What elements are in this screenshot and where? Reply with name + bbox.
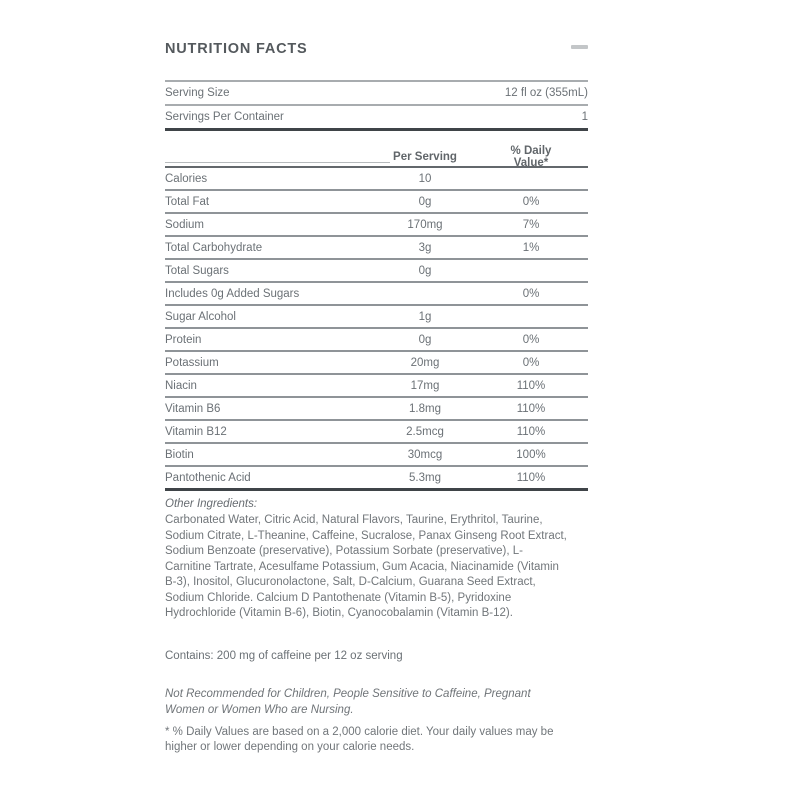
nutrient-dv: 110% (516, 471, 546, 484)
daily-value-footnote: * % Daily Values are based on a 2,000 calorie diet. Your daily values may be higher or lower depending on your calorie needs. (165, 725, 554, 753)
nutrient-dv: 110% (516, 379, 546, 392)
serving-size-row (165, 82, 588, 106)
nutrient-amount: 3g (418, 241, 432, 254)
nutrient-dv: 0% (522, 356, 540, 369)
nutrient-amount: 170mg (407, 218, 443, 231)
servings-per-container-value: 1 (581, 111, 588, 123)
nutrient-amount: 1g (418, 310, 432, 323)
table-row-total-sugars (165, 260, 588, 283)
table-row-sodium (165, 214, 588, 237)
other-ingredients-heading: Other Ingredients: (165, 498, 258, 510)
ingredients-list: Carbonated Water, Citric Acid, Natural Flavors, Taurine, Erythritol, Taurine, Sodium Citrate, L-Theanine, Caffeine, Sucralose, Panax Ginseng Root Extract, Sodium Benzoate (preservative), Potassium Sorbate (preservative), L-Carnitine Tartrate, Acesulfame Potassium, Gum Acacia, Niacinamide (Vitamin B-3), Inositol, Glucuronolactone, Salt, D-Calcium, Guarana Seed Extract, Sodium Chloride. Calcium D Pantothenate (Vitamin B-5), Pyridoxine Hydrochloride (Vitamin B-6), Biotin, Cyanocobalamin (Vitamin B-12). (165, 514, 567, 619)
nutrient-name: Vitamin B6 (165, 402, 221, 415)
nutrient-dv: 1% (522, 241, 540, 254)
nutrient-dv: 110% (516, 425, 546, 438)
table-row-vitamin-b12 (165, 421, 588, 444)
table-row-total-carbohydrate (165, 237, 588, 260)
nutrient-name: Includes 0g Added Sugars (165, 287, 300, 300)
servings-per-container-row (165, 106, 588, 131)
nutrient-name: Potassium (165, 356, 219, 369)
table-row-total-fat (165, 191, 588, 214)
nutrient-name: Total Sugars (165, 264, 229, 277)
daily-value-column-header: % Daily Value* (510, 145, 552, 169)
nutrient-table (165, 145, 588, 491)
nutrient-name: Pantothenic Acid (165, 471, 251, 484)
nutrient-name: Niacin (165, 379, 197, 392)
corner-smudge-icon (571, 45, 588, 49)
nutrient-amount: 30mcg (407, 448, 443, 461)
serving-size-value: 12 fl oz (355mL) (504, 87, 588, 99)
nutrient-name: Total Carbohydrate (165, 241, 263, 254)
table-row-calories (165, 168, 588, 191)
nutrient-amount: 2.5mcg (406, 425, 444, 438)
servings-per-container-label: Servings Per Container (165, 111, 284, 123)
nutrient-amount: 20mg (410, 356, 440, 369)
page-title: NUTRITION FACTS (165, 41, 308, 57)
nutrient-amount: 17mg (410, 379, 440, 392)
header-left-underline (165, 162, 390, 163)
nutrient-dv: 0% (522, 287, 540, 300)
nutrient-amount: 0g (418, 195, 432, 208)
nutrient-amount: 0g (418, 333, 432, 346)
nutrient-amount: 1.8mg (409, 402, 441, 415)
per-serving-column-header: Per Serving (393, 151, 457, 163)
nutrient-dv: 7% (522, 218, 540, 231)
nutrient-dv: 0% (522, 333, 540, 346)
nutrient-name: Biotin (165, 448, 194, 461)
nutrition-facts-label (165, 40, 588, 756)
nutrient-name: Total Fat (165, 195, 210, 208)
table-row-protein (165, 329, 588, 352)
table-row-potassium (165, 352, 588, 375)
table-row-pantothenic-acid (165, 467, 588, 491)
table-row-biotin (165, 444, 588, 467)
label-header (165, 40, 588, 60)
table-row-added-sugars (165, 283, 588, 306)
table-row-vitamin-b6 (165, 398, 588, 421)
table-row-sugar-alcohol (165, 306, 588, 329)
nutrient-amount: 0g (418, 264, 432, 277)
nutrient-dv: 0% (522, 195, 540, 208)
nutrient-name: Protein (165, 333, 202, 346)
nutrient-name: Calories (165, 172, 208, 185)
nutrient-dv: 100% (516, 448, 546, 461)
table-row-niacin (165, 375, 588, 398)
nutrient-table-header (165, 145, 588, 168)
caffeine-contains-statement: Contains: 200 mg of caffeine per 12 oz serving (165, 649, 403, 662)
caffeine-warning: Not Recommended for Children, People Sensitive to Caffeine, Pregnant Women or Women Who are Nursing. (165, 687, 531, 716)
serving-info-table (165, 80, 588, 131)
nutrient-name: Vitamin B12 (165, 425, 227, 438)
serving-size-label: Serving Size (165, 87, 230, 99)
nutrient-name: Sugar Alcohol (165, 310, 236, 323)
nutrient-name: Sodium (165, 218, 204, 231)
nutrient-dv: 110% (516, 402, 546, 415)
nutrient-amount: 10 (418, 172, 432, 185)
nutrient-amount: 5.3mg (409, 471, 441, 484)
